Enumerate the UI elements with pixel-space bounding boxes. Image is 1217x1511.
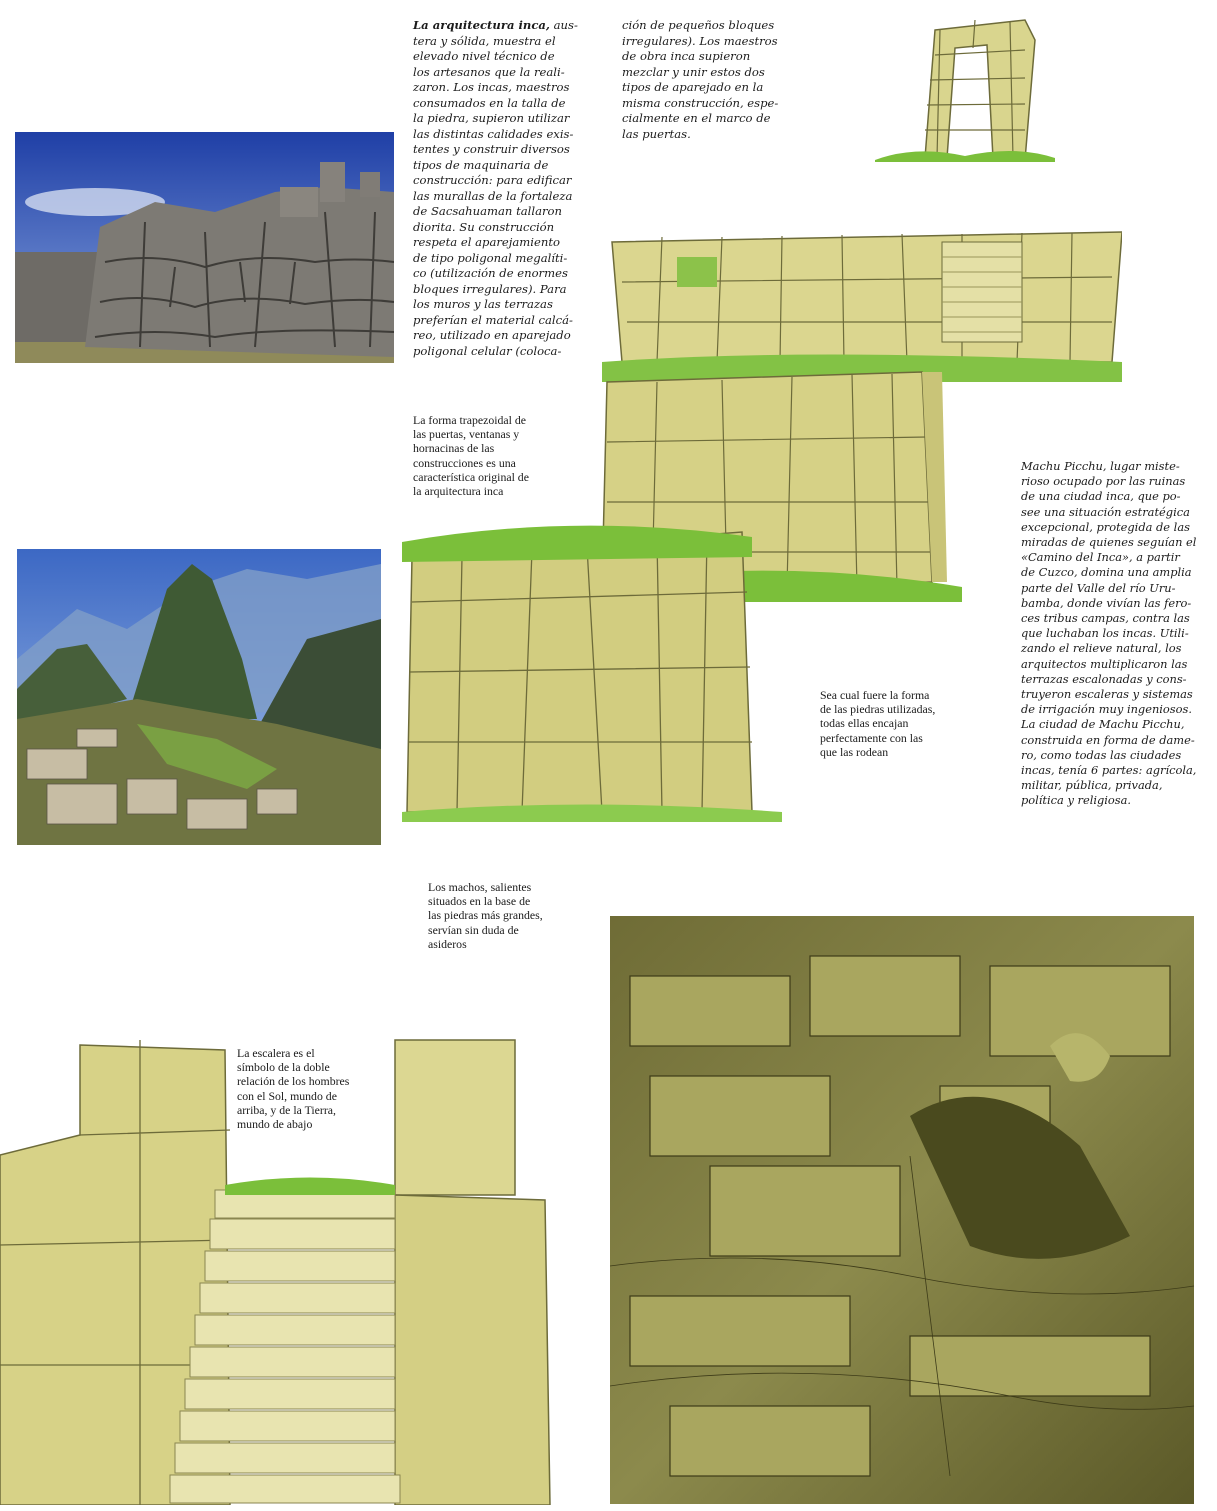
caption-trapezoidal: La forma trapezoidal de las puertas, ventanas y hornacinas de las construcciones es una característica original de la arquitectura inca — [413, 413, 529, 499]
caption-machos: Los machos, salientes situados en la base de las piedras más grandes, servían sin duda de asideros — [428, 880, 543, 951]
intro-lead: La arquitectura inca, — [413, 18, 550, 32]
intro-column-2: ción de pequeños bloques irregulares). Los maestros de obra inca supieron mezclar y unir estos dos tipos de aparejado en la misma construcción, espe- cialmente en el marco de las puertas. — [622, 18, 779, 141]
machu-picchu-photo — [17, 549, 381, 845]
sacsahuaman-photo — [15, 132, 394, 363]
caption-escalera: La escalera es el símbolo de la doble relación de los hombres con el Sol, mundo de arriba, y de la Tierra, mundo de abajo — [237, 1046, 350, 1132]
intro-column-1-text: aus- tera y sólida, muestra el elevado nivel técnico de los artesanos que la reali- zaron. Los incas, maestros consumados en la talla de la piedra, supieron utilizar las distintas calidades exis- tentes y construir diversos tipos de maquinaria de construcción: para edificar las murallas de la fortaleza de Sacsahuaman tallaron diorita. Su construcción respeta el aparejamiento de tipo poligonal megalíti- co (utilización de enormes bloques irregulares). Para los muros y las terrazas preferían el material calcá- reo, utilizado en aparejado poligonal celular (coloca- — [413, 18, 578, 358]
intro-column-1 — [413, 18, 593, 359]
caption-machu-picchu: Machu Picchu, lugar miste- rioso ocupado por las ruinas de una ciudad inca, que po- see una situación estratégica excepcional, protegida de las miradas de quienes seguían el «Camino del Inca», a partir de Cuzco, domina una amplia parte del Valle del río Uru- bamba, donde vivían las fero- ces tribus campas, contra las que luchaban los incas. Utili- zando el relieve natural, los arquitectos multiplicaron las terrazas escalonadas y cons- truyeron escaleras y sistemas de irrigación muy ingeniosos. La ciudad de Machu Picchu, construida en forma de dame- ro, como todas las ciudades incas, tenía 6 partes: agrícola, militar, pública, privada, política y religiosa. — [1021, 459, 1197, 808]
ruins-photo — [610, 916, 1194, 1504]
trapezoidal-doorway-illustration — [875, 0, 1055, 162]
caption-stones: Sea cual fuere la forma de las piedras utilizadas, todas ellas encajan perfectamente con las que las rodean — [820, 688, 936, 759]
